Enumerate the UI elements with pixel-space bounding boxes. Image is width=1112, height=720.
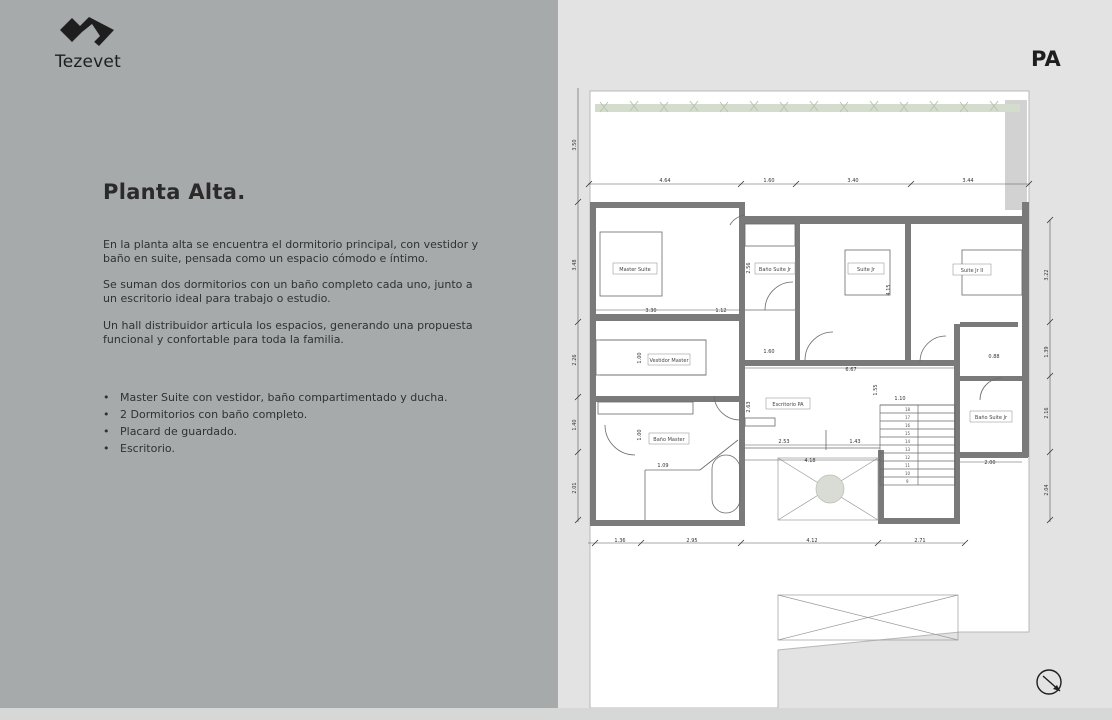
- floor-plan: [558, 0, 1112, 708]
- info-panel: [0, 0, 558, 708]
- level-label: PA: [1031, 47, 1061, 71]
- dimension: 4.15: [886, 284, 892, 296]
- dimension: 1.43: [849, 439, 861, 445]
- dimension: 1.36: [614, 538, 626, 544]
- brand-name: Tezevet: [55, 52, 121, 72]
- dimension: 4.18: [804, 458, 816, 464]
- dimension: 2.04: [1044, 484, 1050, 496]
- dimension: 6.67: [845, 367, 857, 373]
- brand-logo: [50, 16, 126, 76]
- dimension: 1.09: [657, 463, 669, 469]
- feature-item: • Placard de guardado.: [103, 423, 447, 440]
- dimension: 4.12: [806, 538, 818, 544]
- step-number: 18: [905, 407, 911, 412]
- dimension: 1.12: [715, 308, 727, 314]
- dimension: 3.48: [572, 259, 578, 271]
- dimension: 2.56: [746, 262, 752, 274]
- dimension: 1.60: [763, 349, 775, 355]
- feature-item: • Master Suite con vestidor, baño compartimentado y ducha.: [103, 389, 447, 406]
- description-paragraph: Se suman dos dormitorios con un baño completo cada uno, junto a un escritorio ideal para trabajo o estudio.: [103, 278, 473, 305]
- dimension: 2.71: [914, 538, 926, 544]
- dimension: 2.26: [572, 354, 578, 366]
- description-paragraph: Un hall distribuidor articula los espacios, generando una propuesta funcional y confortable para toda la familia.: [103, 319, 473, 346]
- dimension: 1.10: [894, 396, 906, 402]
- dimension: 1.60: [763, 178, 775, 184]
- north-arrow-icon: [1034, 667, 1068, 697]
- step-number: 17: [905, 415, 911, 420]
- dimension: 3.22: [1044, 269, 1050, 281]
- dimension: 2.63: [746, 401, 752, 413]
- step-number: 13: [905, 447, 911, 452]
- room-label: Suite Jr: [857, 267, 875, 273]
- feature-item: • 2 Dormitorios con baño completo.: [103, 406, 447, 423]
- step-number: 10: [905, 471, 911, 476]
- dimension: 2.95: [686, 538, 698, 544]
- step-number: 9: [906, 479, 909, 484]
- dimension: 2.01: [572, 482, 578, 494]
- room-label: Escritorio PA: [772, 402, 804, 408]
- dimension: 0.88: [988, 354, 1000, 360]
- room-label: Baño Master: [653, 437, 685, 443]
- step-number: 16: [905, 423, 911, 428]
- dimension: 2.16: [1044, 407, 1050, 419]
- step-number: 15: [905, 431, 911, 436]
- feature-list: [103, 389, 447, 457]
- dimension: 2.53: [778, 439, 790, 445]
- room-label: Master Suite: [619, 267, 651, 273]
- dimension: 3.30: [645, 308, 657, 314]
- dimension: 3.50: [572, 139, 578, 151]
- dimension: 3.44: [962, 178, 974, 184]
- room-label: Baño Suite Jr: [974, 415, 1008, 421]
- step-number: 14: [905, 439, 911, 444]
- room-label: Suite Jr II: [960, 268, 984, 274]
- feature-item: • Escritorio.: [103, 440, 447, 457]
- dimension: 1.00: [637, 352, 643, 364]
- room-label: Vestidor Master: [649, 358, 689, 364]
- dimension: 4.64: [659, 178, 671, 184]
- dimension: 1.40: [572, 419, 578, 431]
- step-number: 12: [905, 455, 911, 460]
- room-label: Baño Suite Jr: [758, 267, 792, 273]
- dimension: 2.00: [984, 460, 996, 466]
- step-number: 11: [905, 463, 911, 468]
- tezevet-logo-icon: [58, 16, 116, 50]
- page-title: Planta Alta.: [103, 180, 246, 204]
- bottom-strip: [0, 708, 1112, 720]
- dimension: 1.00: [637, 429, 643, 441]
- description-paragraph: En la planta alta se encuentra el dormitorio principal, con vestidor y baño en suite, pensada como un espacio cómodo e íntimo.: [103, 238, 479, 265]
- dimension: 1.55: [873, 384, 879, 396]
- dimension: 1.39: [1044, 346, 1050, 358]
- dimension: 3.40: [847, 178, 859, 184]
